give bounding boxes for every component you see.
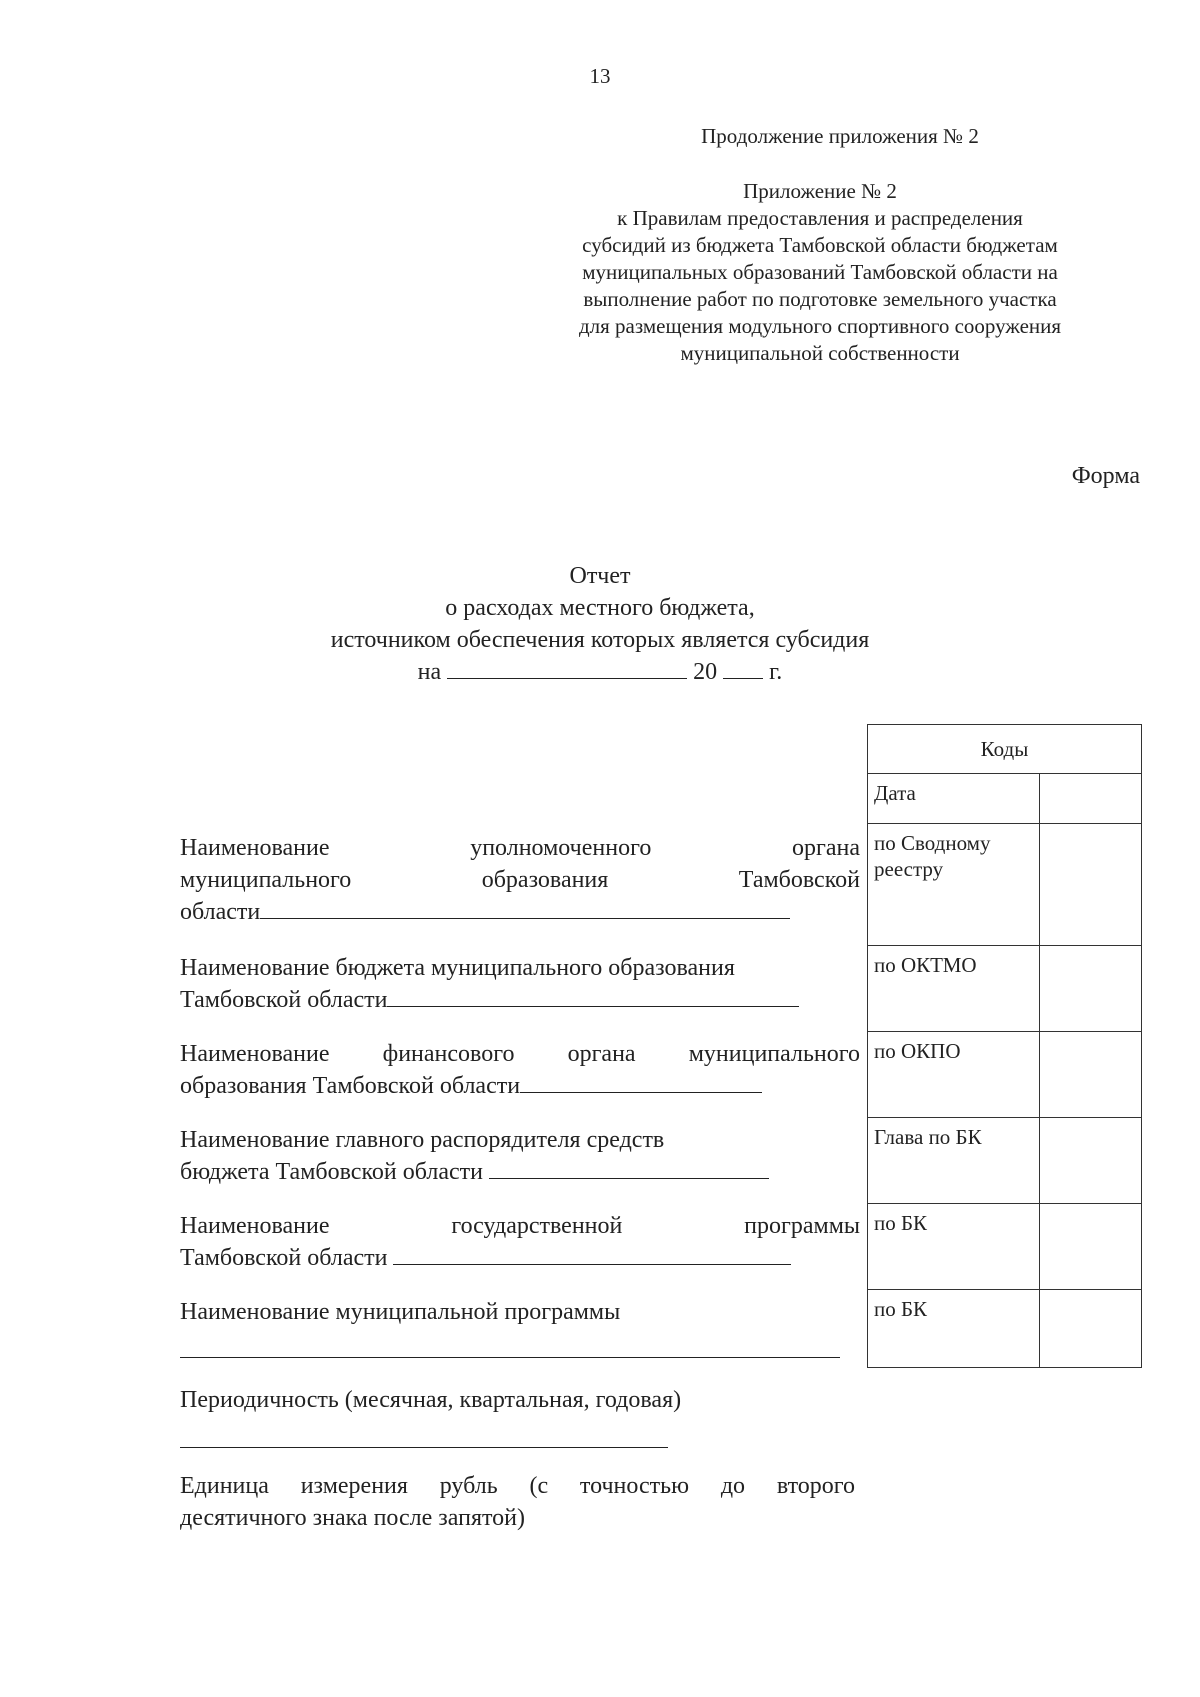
- report-title: [0, 560, 1200, 688]
- title-suffix: г.: [769, 659, 783, 685]
- field-finance: [180, 1038, 860, 1102]
- municipal-program-input-line[interactable]: [180, 1356, 840, 1358]
- period-blank[interactable]: [447, 658, 687, 679]
- field-text: Тамбовской области: [180, 1245, 388, 1271]
- field-state-program: [180, 1210, 860, 1274]
- code-value-date[interactable]: [1040, 774, 1142, 824]
- field-text: Наименование государственной программы: [180, 1213, 860, 1239]
- code-label-oktmo: по ОКТМО: [868, 946, 1040, 1032]
- field-budget: [180, 952, 860, 1016]
- code-label-bk-municipal: по БК: [868, 1290, 1040, 1368]
- form-label: Форма: [1071, 463, 1140, 489]
- title-line: о расходах местного бюджета,: [445, 595, 755, 621]
- codes-header: Коды: [868, 725, 1142, 774]
- appendix-block: [520, 178, 1120, 367]
- authority-input-line[interactable]: [260, 896, 790, 919]
- field-periodicity: [180, 1384, 860, 1448]
- code-value-bk-state[interactable]: [1040, 1204, 1142, 1290]
- field-text: области: [180, 899, 261, 925]
- code-label-chapter: Глава по БК: [868, 1118, 1040, 1204]
- field-text: Наименование финансового органа муниципального: [180, 1041, 860, 1067]
- title-line: источником обеспечения которых является субсидия: [330, 627, 870, 653]
- appendix-line: для размещения модульного спортивного сооружения: [578, 314, 1062, 338]
- appendix-line: муниципальной собственности: [680, 341, 960, 365]
- continuation-note: Продолжение приложения № 2: [701, 124, 979, 148]
- field-text: Наименование уполномоченного органа: [180, 835, 860, 861]
- code-value-okpo[interactable]: [1040, 1032, 1142, 1118]
- field-authority: [180, 832, 860, 928]
- state-program-input-line[interactable]: [393, 1242, 791, 1265]
- code-label-registry: по Сводному реестру: [868, 824, 1040, 946]
- budget-input-line[interactable]: [387, 984, 799, 1007]
- appendix-line: Приложение № 2: [743, 179, 897, 203]
- title-line: Отчет: [569, 563, 631, 589]
- year-blank[interactable]: [723, 658, 763, 679]
- field-unit: [180, 1470, 855, 1534]
- field-text: муниципального образования Тамбовской: [180, 867, 860, 893]
- periodicity-input-line[interactable]: [180, 1446, 668, 1448]
- code-value-bk-municipal[interactable]: [1040, 1290, 1142, 1368]
- field-text: Наименование главного распорядителя средств: [180, 1127, 665, 1153]
- field-municipal-program: [180, 1296, 860, 1358]
- field-text: образования Тамбовской области: [180, 1073, 521, 1099]
- manager-input-line[interactable]: [489, 1156, 769, 1179]
- title-prefix: на: [417, 659, 442, 685]
- field-text: десятичного знака после запятой): [180, 1505, 525, 1531]
- appendix-line: выполнение работ по подготовке земельного участка: [583, 287, 1057, 311]
- field-text: Периодичность (месячная, квартальная, годовая): [180, 1387, 682, 1413]
- code-value-chapter[interactable]: [1040, 1118, 1142, 1204]
- field-text: Тамбовской области: [180, 987, 388, 1013]
- codes-table: [867, 724, 1142, 1368]
- code-value-oktmo[interactable]: [1040, 946, 1142, 1032]
- field-text: Наименование муниципальной программы: [180, 1299, 621, 1325]
- code-label-bk-state: по БК: [868, 1204, 1040, 1290]
- code-value-registry[interactable]: [1040, 824, 1142, 946]
- title-year: 20: [693, 659, 718, 685]
- finance-input-line[interactable]: [520, 1070, 762, 1093]
- page-number: 13: [589, 64, 611, 88]
- appendix-line: муниципальных образований Тамбовской области на: [582, 260, 1058, 284]
- field-text: Наименование бюджета муниципального образования: [180, 955, 735, 981]
- field-text: Единица измерения рубль (с точностью до второго: [180, 1473, 855, 1499]
- appendix-line: субсидий из бюджета Тамбовской области бюджетам: [582, 233, 1058, 257]
- title-date-line: [0, 656, 1200, 688]
- field-text: бюджета Тамбовской области: [180, 1159, 483, 1185]
- code-label-date: Дата: [868, 774, 1040, 824]
- field-manager: [180, 1124, 860, 1188]
- code-label-okpo: по ОКПО: [868, 1032, 1040, 1118]
- appendix-line: к Правилам предоставления и распределения: [617, 206, 1023, 230]
